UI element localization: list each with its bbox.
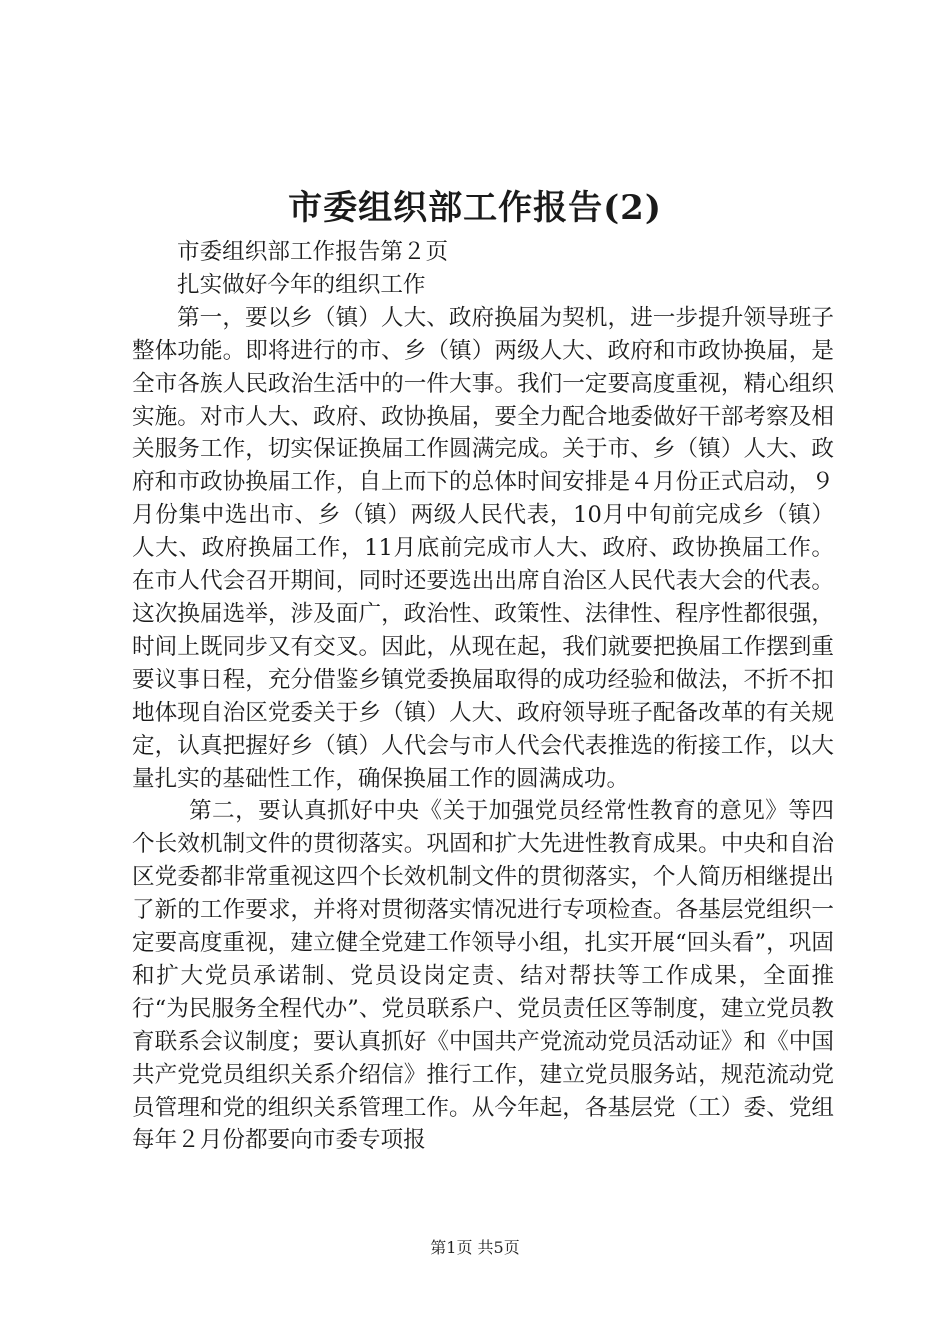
section-heading: 扎实做好今年的组织工作 [177,271,426,298]
page-footer: 第1页 共5页 [430,1238,520,1257]
subtitle-line: 市委组织部工作报告第２页 [177,239,449,265]
paragraph-second: 第二，要认真抓好中央《关于加强党员经常性教育的意见》等四个长效机制文件的贯彻落实。巩固和扩大先进性教育成果。中央和自治区党委都非常重视这四个长效机制文件的贯彻落实，个人简历相继提出了新的工作要求，并将对贯彻落实情况进行专项检查。各基层党组织一定要高度重视，建立健全党建工作领导小组，扎实开展“回头看”，巩固和扩大党员承诺制、党员设岗定责、结对帮扶等工作成果，全面推行“为民服务全程代办”、党员联系户、党员责任区等制度，建立党员教育联系会议制度；要认真抓好《中国共产党流动党员活动证》和《中国共产党党员组织关系介绍信》推行工作，建立党员服务站，规范流动党员管理和党的组织关系管理工作。从今年起，各基层党（工）委、党组每年２月份都要向市委专项报 [132,798,834,1154]
document-title: 市委组织部工作报告(2) [288,188,662,228]
paragraph-first: 第一，要以乡（镇）人大、政府换届为契机，进一步提升领导班子整体功能。即将进行的市、乡（镇）两级人大、政府和市政协换届，是全市各族人民政治生活中的一件大事。我们一定要高度重视，精心组织实施。对市人大、政府、政协换届，要全力配合地委做好干部考察及相关服务工作，切实保证换届工作圆满完成。关于市、乡（镇）人大、政府和市政协换届工作，自上而下的总体时间安排是４月份正式启动，９月份集中选出市、乡（镇）两级人民代表，10月中旬前完成乡（镇）人大、政府换届工作，11月底前完成市人大、政府、政协换届工作。在市人代会召开期间，同时还要选出出席自治区人民代表大会的代表。这次换届选举，涉及面广，政治性、政策性、法律性、程序性都很强，时间上既同步又有交叉。因此，从现在起，我们就要把换届工作摆到重要议事日程，充分借鉴乡镇党委换届取得的成功经验和做法，不折不扣地体现自治区党委关于乡（镇）人大、政府领导班子配备改革的有关规定，认真把握好乡（镇）人代会与市人代会代表推选的衔接工作，以大量扎实的基础性工作，确保换届工作的圆满成功。 [132,304,834,792]
document-body [132,236,834,1157]
